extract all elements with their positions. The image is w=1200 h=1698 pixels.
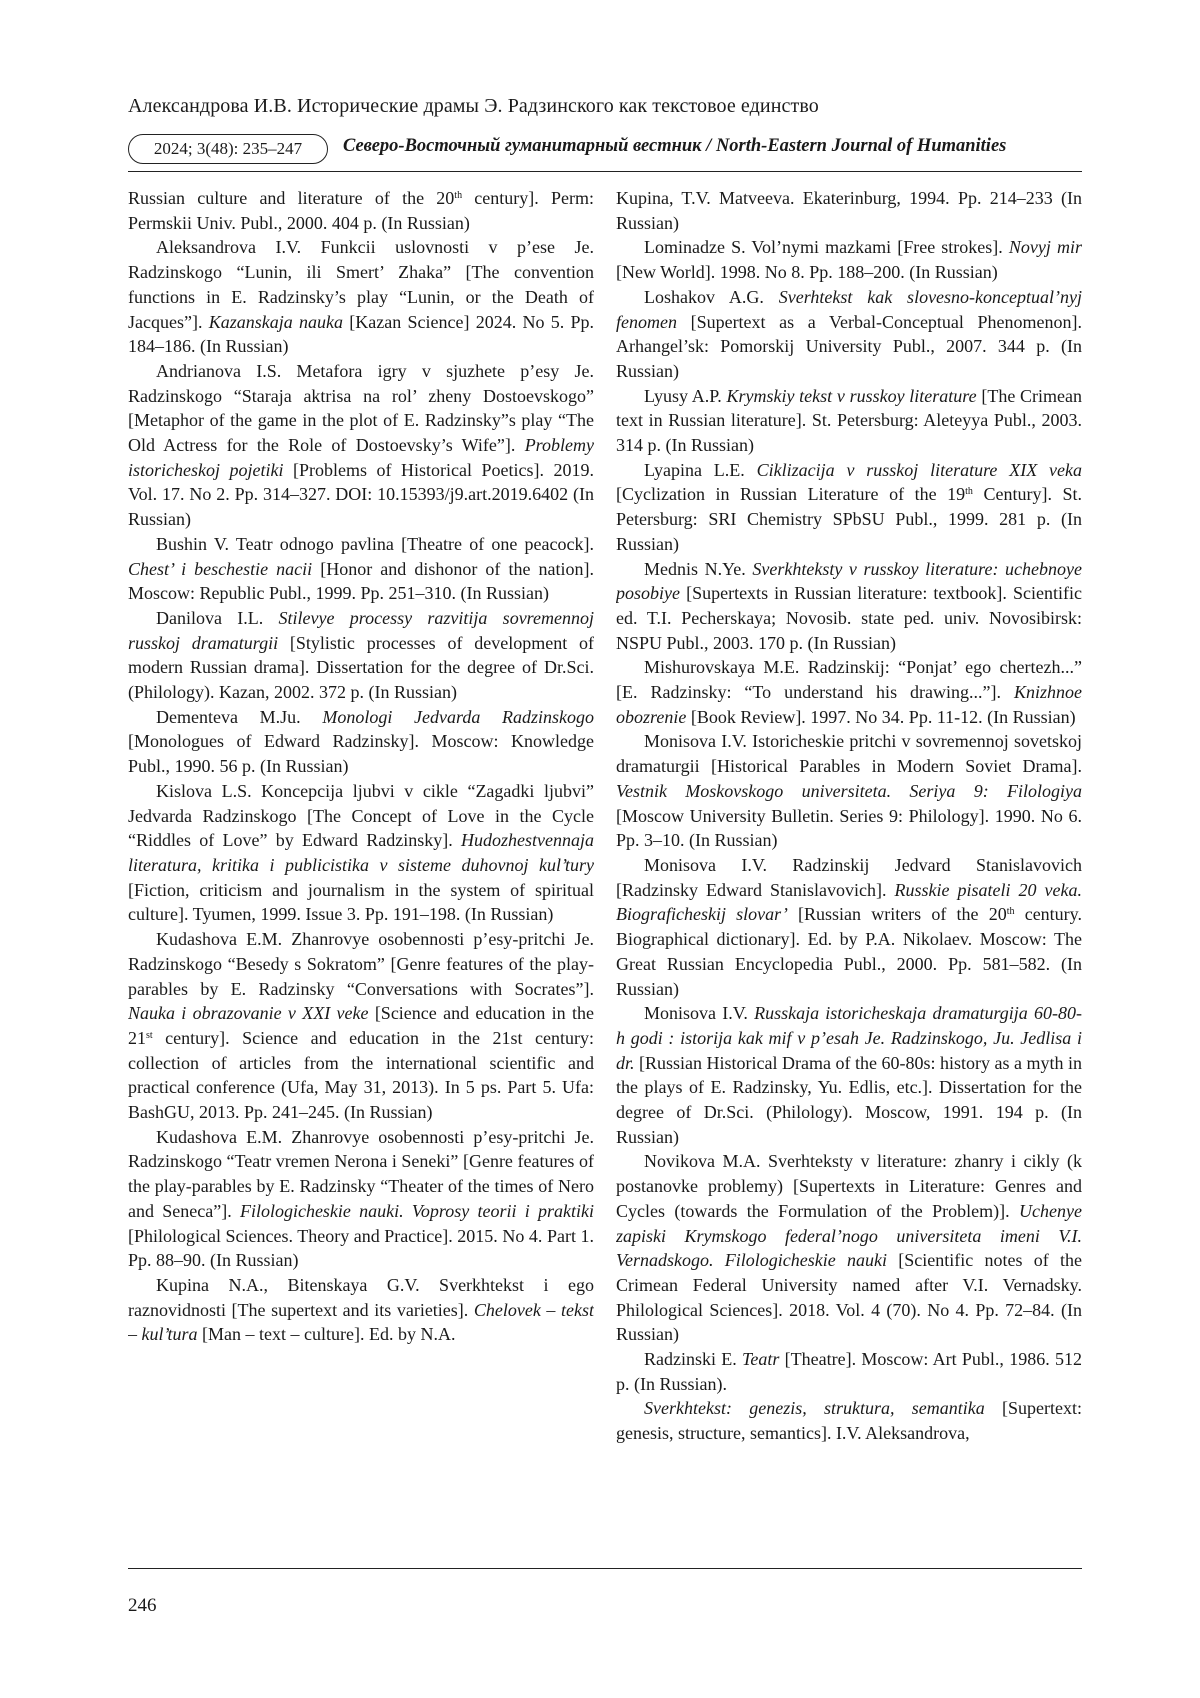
reference-title-italic: Ciklizacija v russkoj literature XIX veka: [756, 459, 1082, 480]
reference-text: Bushin V. Teatr odnogo pavlina [Theatre of one peacock].: [156, 533, 594, 554]
reference-title-italic: Teatr: [742, 1349, 780, 1370]
references-left-column: [128, 186, 594, 1561]
reference-title-italic: Filologicheskie nauki. Voprosy teorii i praktiki: [239, 1200, 594, 1221]
reference-title-italic: Vestnik Moskovskogo universiteta. Seriya 9: Filologiya: [616, 780, 1082, 801]
reference-title-italic: Chest’ i beschestie nacii: [128, 558, 313, 579]
reference-text: [Kazan Science] 2024. No 5. Pp. 184–186. (In Russian): [128, 311, 594, 357]
reference-title-italic: Knizhnoe obozrenie: [616, 682, 1082, 727]
reference-title-italic: Stilevye processy razvitija sovremennoj russkoj dramaturgii: [128, 607, 594, 653]
reference-title-italic: Russkie pisateli 20 veka. Biograficheskij slovar’: [616, 879, 1082, 925]
reference-entry: [128, 1273, 594, 1347]
reference-entry: [128, 359, 594, 532]
reference-text: [Theatre]. Moscow: Art Publ., 1986. 512 p. (In Russian).: [616, 1349, 1082, 1394]
reference-text: Andrianova I.S. Metafora igry v sjuzhete p’esy Je. Radzinskogo “Staraja aktrisa na rol’ zheny Dostoevskogo” [Metaphor of the game in the plot of E. Radzinsky”s play “The Old Actress for the Role of Dostoevsky’s Wife”].: [128, 360, 594, 456]
reference-text: [Monologues of Edward Radzinsky]. Moscow: Knowledge Publ., 1990. 56 p. (In Russian): [128, 731, 594, 777]
reference-text: [Russian writers of the 20: [787, 904, 1007, 925]
reference-entry: [128, 779, 594, 927]
issue-badge: 2024; 3(48): 235–247: [128, 134, 328, 164]
reference-entry: [616, 1347, 1082, 1396]
reference-entry: [128, 927, 594, 1125]
reference-entry: [616, 853, 1082, 1001]
reference-title-italic: Hudozhestvennaja literatura, kritika i publicistika v sisteme duhovnoj kul’tury: [128, 830, 594, 875]
reference-text: Monisova I.V. Radzinskij Jedvard Stanislavovich [Radzinsky Edward Stanislavovich].: [616, 854, 1082, 900]
reference-text: [Book Review]. 1997. No 34. Pp. 11-12. (In Russian): [686, 706, 1076, 727]
reference-entry: [616, 384, 1082, 458]
references-right-column: [616, 186, 1082, 1561]
reference-entry: [616, 557, 1082, 656]
reference-entry: [616, 235, 1082, 284]
reference-text: [Philological Sciences. Theory and Practice]. 2015. No 4. Part 1. Pp. 88–90. (In Russian): [128, 1225, 594, 1271]
reference-title-italic: Sverhtekst kak slovesno-konceptual’nyj fenomen: [616, 286, 1082, 332]
reference-text: Lyapina L.E.: [644, 459, 757, 480]
reference-text: Novikova M.A. Sverhteksty v literature: zhanry i cikly (k postanovke problemy) [Supertexts in Literature: Genres and Cycles (towards the Formulation of the Problem)].: [616, 1151, 1082, 1221]
reference-text: [Science and education in the 21: [128, 1003, 594, 1048]
reference-title-italic: Nauka i obrazovanie v XXI veke: [128, 1003, 369, 1024]
reference-text: Monisova I.V.: [644, 1003, 755, 1024]
reference-text: [Russian Historical Drama of the 60-80s: history as a myth in the plays of E. Radzinsky, Yu. Edlis, etc.]. Dissertation for the degree of Dr.Sci. (Philology). Moscow, 1991. 194 p. (In Russian): [616, 1052, 1082, 1147]
reference-text: Kudashova E.M. Zhanrovye osobennosti p’esy-pritchi Je. Radzinskogo “Besedy s Sokratom” [Genre features of the play-parables by E. Radzinsky “Conversations with Socrates”].: [128, 929, 594, 999]
reference-text: [Supertexts in Russian literature: textbook]. Scientific ed. T.I. Pecherskaya; Novosib. state ped. univ. Novosibirsk: NSPU Publ., 2003. 170 p. (In Russian): [616, 583, 1082, 653]
reference-entry: [128, 705, 594, 779]
reference-text: Lyusy A.P.: [644, 385, 727, 406]
journal-name: Северо-Восточный гуманитарный вестник / North-Eastern Journal of Humanities: [343, 136, 1007, 156]
reference-title-italic: Chelovek – tekst – kul’tura: [128, 1299, 594, 1345]
ordinal-suffix: th: [454, 190, 463, 201]
reference-text: [Honor and dishonor of the nation]. Moscow: Republic Publ., 1999. Pp. 251–310. (In Russian): [128, 558, 594, 604]
reference-text: Mednis N.Ye.: [644, 558, 753, 579]
reference-text: Lominadze S. Vol’nymi mazkami [Free strokes].: [644, 237, 1009, 258]
ordinal-suffix: th: [1006, 906, 1015, 918]
reference-entry: [128, 235, 594, 359]
reference-title-italic: Problemy istoricheskoj pojetiki: [128, 435, 594, 480]
reference-text: [New World]. 1998. No 8. Pp. 188–200. (In Russian): [616, 262, 998, 283]
reference-title-italic: Kazanskaja nauka: [208, 311, 343, 332]
reference-text: [Scientific notes of the Crimean Federal University named after V.I. Vernadsky. Philological Sciences]. 2018. Vol. 4 (70). No 4. Pp. 72–84. (In Russian): [616, 1250, 1082, 1345]
reference-title-italic: Monologi Jedvarda Radzinskogo: [322, 706, 594, 727]
reference-entry: [616, 285, 1082, 384]
reference-text: Russian culture and literature of the 20: [128, 188, 455, 208]
reference-text: Kupina, T.V. Matveeva. Ekaterinburg, 1994. Pp. 214–233 (In Russian): [616, 188, 1082, 233]
reference-title-italic: Krymskiy tekst v russkoy literature: [726, 385, 977, 406]
reference-entry: [616, 655, 1082, 729]
reference-title-italic: Uchenye zapiski Krymskogo federal’nogo universiteta imeni V.I. Vernadskogo. Filologicheskie nauki: [616, 1200, 1082, 1271]
reference-text: [Cyclization in Russian Literature of the 19: [616, 484, 966, 505]
reference-text: century]. Science and education in the 21st century: collection of articles from the international scientific and practical conference (Ufa, May 31, 2013). In 5 ps. Part 5. Ufa: BashGU, 2013. Pp. 241–245. (In Russian): [128, 1027, 594, 1123]
reference-text: century. Biographical dictionary]. Ed. by P.A. Nikolaev. Moscow: The Great Russian Encyclopedia Publ., 2000. Pp. 581–582. (In Russian): [616, 904, 1082, 999]
reference-text: [The Crimean text in Russian literature]. St. Petersburg: Aleteyya Publ., 2003. 314 p. (In Russian): [616, 385, 1082, 456]
reference-text: [Moscow University Bulletin. Series 9: Philology]. 1990. No 6. Pp. 3–10. (In Russian): [616, 805, 1082, 851]
reference-text: [Fiction, criticism and journalism in the system of spiritual culture]. Tyumen, 1999. Issue 3. Pp. 191–198. (In Russian): [128, 879, 594, 925]
header-rule: [128, 171, 1082, 172]
reference-entry: [616, 729, 1082, 853]
reference-text: Kupina N.A., Bitenskaya G.V. Sverkhtekst i ego raznovidnosti [The supertext and its varieties].: [128, 1274, 594, 1320]
reference-text: Kudashova E.M. Zhanrovye osobennosti p’esy-pritchi Je. Radzinskogo “Teatr vremen Nerona i Seneki” [Genre features of the play-parables by E. Radzinsky “Theater of the times of Nero and Seneca”].: [128, 1126, 594, 1221]
reference-text: [Man – text – culture]. Ed. by N.A.: [197, 1324, 456, 1345]
reference-title-italic: Sverkhtekst: genezis, struktura, semantika: [644, 1398, 985, 1419]
reference-text: Kislova L.S. Koncepcija ljubvi v cikle “Zagadki ljubvi” Jedvarda Radzinskogo [The Concept of Love in the Cycle “Riddles of Love” by Edward Radzinsky].: [128, 780, 594, 851]
reference-title-italic: Novyj mir: [1008, 237, 1082, 258]
page-number: 246: [128, 1595, 157, 1616]
reference-text: Danilova I.L.: [156, 607, 279, 628]
reference-text: Mishurovskaya M.E. Radzinskij: “Ponjat’ ego chertezh...” [E. Radzinsky: “To understand his drawing...”].: [616, 657, 1082, 703]
reference-text: Century]. St. Petersburg: SRI Chemistry SPbSU Publ., 1999. 281 p. (In Russian): [616, 484, 1082, 554]
footer-rule: [128, 1568, 1082, 1569]
reference-entry: [128, 1125, 594, 1273]
reference-text: [Problems of Historical Poetics]. 2019. Vol. 17. No 2. Pp. 314–327. DOI: 10.15393/j9.art.2019.6402 (In Russian): [128, 459, 594, 530]
reference-text: [Stylistic processes of development of modern Russian drama]. Dissertation for the degree of Dr.Sci. (Philology). Kazan, 2002. 372 p. (In Russian): [128, 632, 594, 703]
reference-text: Loshakov A.G.: [644, 286, 779, 307]
reference-text: Radzinski E.: [644, 1349, 743, 1370]
reference-title-italic: Sverkhteksty v russkoy literature: uchebnoye posobiye: [616, 558, 1082, 604]
reference-text: Aleksandrova I.V. Funkcii uslovnosti v p’ese Je. Radzinskogo “Lunin, ili Smert’ Zhaka” [The convention functions in E. Radzinsky’s play “Lunin, or the Death of Jacques”].: [128, 237, 594, 332]
reference-entry: [616, 1396, 1082, 1445]
reference-entry: [128, 532, 594, 606]
reference-text: [Supertext: genesis, structure, semantics]. I.V. Aleksandrova,: [616, 1398, 1082, 1444]
reference-continuation: [128, 186, 594, 235]
reference-entry: [616, 1149, 1082, 1347]
reference-text: Monisova I.V. Istoricheskie pritchi v sovremennoj sovetskoj dramaturgii [Historical Parables in Modern Soviet Drama].: [616, 731, 1082, 777]
ordinal-suffix: st: [146, 1029, 153, 1041]
reference-entry: [616, 1001, 1082, 1149]
reference-text: century]. Perm: Permskii Univ. Publ., 2000. 404 p. (In Russian): [128, 188, 594, 233]
reference-entry: [616, 458, 1082, 557]
reference-entry: [128, 606, 594, 705]
reference-text: Dementeva M.Ju.: [156, 706, 323, 727]
running-title: Александрова И.В. Исторические драмы Э. Радзинского как текстовое единство: [128, 95, 819, 117]
reference-continuation: [616, 186, 1082, 235]
ordinal-suffix: th: [965, 486, 973, 498]
reference-text: [Supertext as a Verbal-Conceptual Phenomenon]. Arhangel’sk: Pomorskij University Publ., 2007. 344 p. (In Russian): [616, 311, 1082, 381]
reference-title-italic: Russkaja istoricheskaja dramaturgija 60-80-h godi : istorija kak mif v p’esah Je. Radzinskogo, Ju. Jedlisa i dr.: [616, 1003, 1082, 1073]
